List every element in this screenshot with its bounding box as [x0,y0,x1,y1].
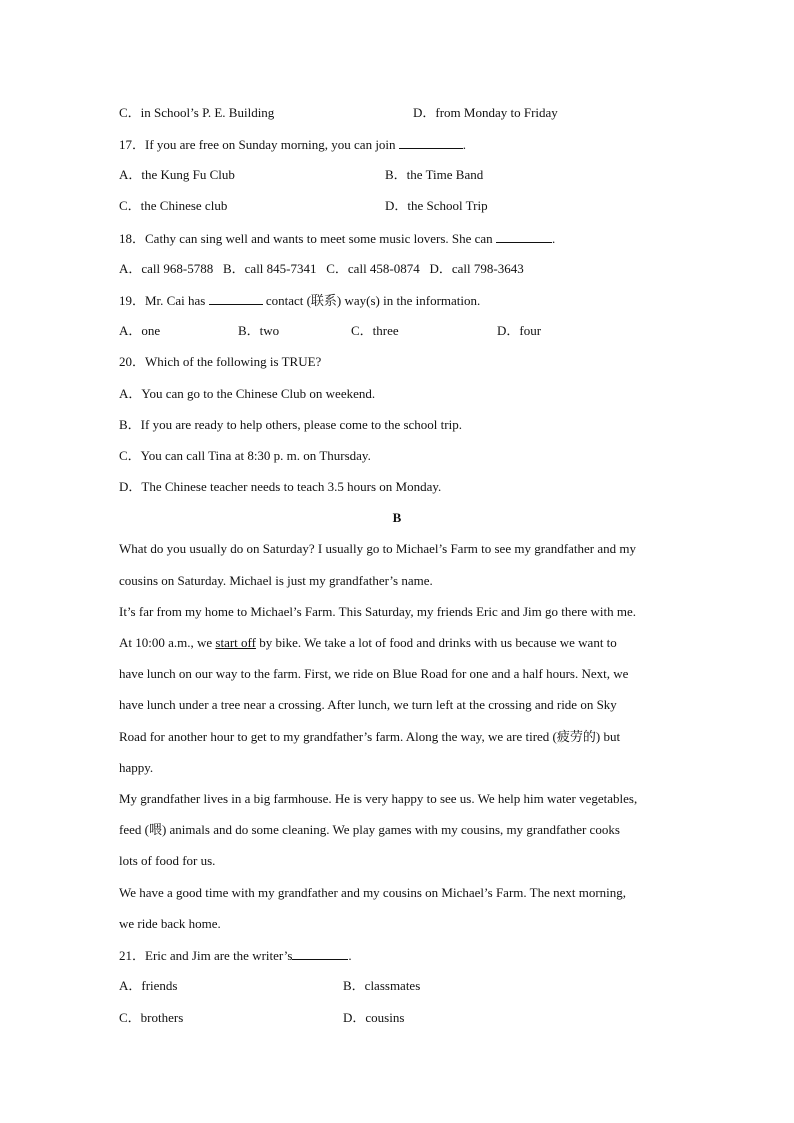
passage-text: by bike. We take a lot of food and drinks with us because we want to [255,635,617,650]
q21-option-b: B．classmates [343,978,421,993]
q18-options: A．call 968-5788 B．call 845-7341 C．call 458-0874 D．call 798-3643 [119,261,524,276]
q16-option-d: D．from Monday to Friday [413,105,558,120]
q17-stem-end: . [462,137,467,152]
q17-option-c: C．the Chinese club [119,198,228,213]
passage-line: It’s far from my home to Michael’s Farm. This Saturday, my friends Eric and Jim go there with me. [119,604,637,619]
q19-blank [209,293,263,305]
q21-stem-text: 21．Eric and Jim are the writer’s [119,948,293,963]
passage-line: have lunch under a tree near a crossing. After lunch, we turn left at the crossing and ride on Sky [119,697,617,712]
passage-line: we ride back home. [119,916,221,931]
q20-option-d: D．The Chinese teacher needs to teach 3.5 hours on Monday. [119,479,442,494]
q19-option-a: A．one [119,323,161,338]
underlined-phrase: start off [215,635,256,650]
q20-option-b: B．If you are ready to help others, please come to the school trip. [119,417,462,432]
q20-option-c: C．You can call Tina at 8:30 p. m. on Thursday. [119,448,371,463]
passage-line: feed (喂) animals and do some cleaning. We play games with my cousins, my grandfather cooks [119,822,620,837]
q17-stem [119,137,466,151]
section-b-heading: B [392,510,402,525]
passage-line [119,636,617,649]
q19-stem-pre: 19．Mr. Cai has [119,293,206,308]
q21-blank [292,948,348,960]
passage-line: Road for another hour to get to my grandfather’s farm. Along the way, we are tired (疲劳的) but [119,729,621,744]
q19-stem-post: contact (联系) way(s) in the information. [265,293,481,308]
q17-blank [399,137,463,149]
passage-line: lots of food for us. [119,853,216,868]
q21-option-d: D．cousins [343,1010,405,1025]
passage-line: have lunch on our way to the farm. First, we ride on Blue Road for one and a half hours. Next, we [119,666,629,681]
q21-stem [119,948,352,962]
q17-option-a: A．the Kung Fu Club [119,167,235,182]
passage-line: My grandfather lives in a big farmhouse. He is very happy to see us. We help him water vegetables, [119,791,638,806]
passage-line: We have a good time with my grandfather and my cousins on Michael’s Farm. The next morning, [119,885,627,900]
q18-stem-end: . [551,231,556,246]
q19-option-b: B．two [238,323,280,338]
passage-line: happy. [119,760,154,775]
q17-stem-text: 17．If you are free on Sunday morning, you can join [119,137,396,152]
q18-blank [496,231,552,243]
q21-stem-end: . [348,948,352,963]
q20-option-a: A．You can go to the Chinese Club on weekend. [119,386,376,401]
q17-option-d: D．the School Trip [385,198,488,213]
q21-option-a: A．friends [119,978,178,993]
q19-stem [119,293,480,307]
q16-option-c: C．in School’s P. E. Building [119,105,275,120]
passage-line: What do you usually do on Saturday? I usually go to Michael’s Farm to see my grandfather and my [119,541,636,556]
q18-stem-text: 18．Cathy can sing well and wants to meet some music lovers. She can [119,231,493,246]
q20-stem: 20．Which of the following is TRUE? [119,354,322,369]
q19-option-c: C．three [351,323,399,338]
passage-text: At 10:00 a.m., we [119,635,216,650]
q16-options-row [119,106,274,119]
q18-stem [119,231,555,245]
passage-line: cousins on Saturday. Michael is just my grandfather’s name. [119,573,433,588]
q21-option-c: C．brothers [119,1010,184,1025]
q17-option-b: B．the Time Band [385,167,484,182]
q19-option-d: D．four [497,323,542,338]
